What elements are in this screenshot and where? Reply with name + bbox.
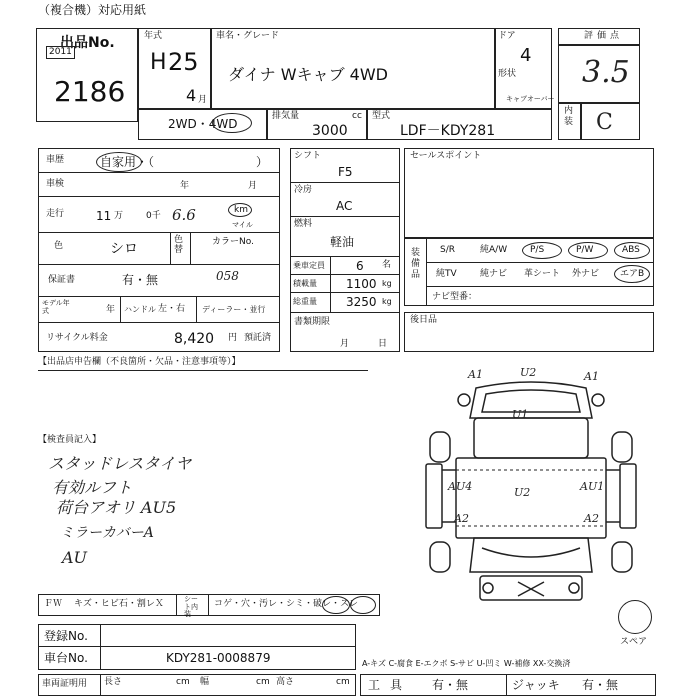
door-value: 4 <box>520 45 532 66</box>
interior-label: 内装 <box>564 106 574 127</box>
cert-length-unit: cm <box>176 677 190 687</box>
drive-selected-circle <box>212 113 252 133</box>
history-circle <box>96 152 142 172</box>
history-value: 自家用・（ <box>100 155 155 169</box>
recycle-note: 預託済 <box>244 333 272 343</box>
gross-value: 3250 <box>346 295 377 309</box>
displacement-value: 3000 <box>312 123 348 139</box>
note-line-3: 荷台アオリ AU5 <box>56 498 177 517</box>
damage-mark-a1-right: A1 <box>584 370 599 383</box>
note-line-2: 有効ルフト <box>52 478 133 497</box>
note-line-1: スタッドレスタイヤ <box>48 454 192 473</box>
form-title: （複合機）対応用紙 <box>38 3 147 17</box>
ac-label: 冷房 <box>294 185 313 195</box>
mileage-hand: 6.6 <box>172 206 196 224</box>
handle-value: 左・右 <box>158 304 186 314</box>
recycle-label: リサイクル料金 <box>46 333 108 343</box>
equip-leather[interactable]: 革シート <box>524 269 561 279</box>
model-year-label: モデル年式 <box>42 299 70 315</box>
cert-length: 長さ <box>104 677 123 687</box>
equip-pw-circle <box>568 242 608 259</box>
equip-airbag-circle <box>614 265 650 283</box>
fuel-value: 軽油 <box>330 235 355 249</box>
tools-label: 工具 <box>368 678 413 692</box>
cert-width: 幅 <box>200 677 210 687</box>
model-value: LDF－KDY281 <box>400 123 496 139</box>
color-no: 058 <box>216 269 239 283</box>
inspector-label: 【検査員記入】 <box>38 435 102 445</box>
navi-model-label: ナビ型番： <box>432 292 478 302</box>
damage-mark-a2-left: A2 <box>454 512 469 525</box>
inspection-month: 月 <box>248 181 258 191</box>
year-stamp: 2011 <box>46 46 75 59</box>
vehicle-diagram <box>416 366 646 626</box>
mileage-unit-mile: マイル <box>232 221 253 229</box>
capacity-unit: 名 <box>382 260 392 270</box>
month-value: 4 <box>186 86 197 105</box>
cert-height-unit: cm <box>336 677 350 687</box>
after-box <box>404 312 654 352</box>
mileage-10k: 11 <box>96 209 112 223</box>
sales-box <box>404 148 654 238</box>
shift-value: F5 <box>338 165 353 179</box>
damage-mark-a1-left: A1 <box>468 368 483 381</box>
shift-label: シフト <box>294 151 322 161</box>
cert-width-unit: cm <box>256 677 270 687</box>
docs-month: 月 <box>340 339 350 349</box>
displacement-unit: cc <box>352 111 362 121</box>
month-unit: 月 <box>198 95 208 105</box>
fuel-label: 燃料 <box>294 219 313 229</box>
color-label: 色 <box>54 241 64 251</box>
year-value: 25 <box>168 48 199 76</box>
shape-label: 形状 <box>498 69 517 79</box>
color-value: シロ <box>110 241 138 257</box>
capacity-label: 乗車定員 <box>293 261 325 270</box>
equip-abs-circle <box>614 242 650 259</box>
equip-navi[interactable]: 純ナビ <box>480 269 508 279</box>
jack-label: ジャッキ <box>512 678 560 692</box>
equip-ps[interactable]: P/S <box>530 245 545 255</box>
door-label: ドア <box>498 31 516 41</box>
warranty-label: 保証書 <box>48 275 76 285</box>
seat-items: コゲ・穴・汚レ・シミ・破レ・スレ <box>214 599 359 609</box>
sales-label: セールスポイント <box>410 151 482 161</box>
equip-pw[interactable]: P/W <box>576 245 594 255</box>
gross-label: 総重量 <box>293 297 317 306</box>
recycle-unit: 円 <box>228 333 238 343</box>
interior-grade: C <box>596 110 613 135</box>
seat-label: シート内装 <box>184 595 198 619</box>
jack-value: 有・無 <box>582 678 619 692</box>
equip-label: 装備品 <box>411 248 421 280</box>
damage-mark-u2-top: U2 <box>520 366 537 379</box>
ac-value: AC <box>336 199 353 213</box>
year-label: 年式 <box>144 31 163 41</box>
tools-value: 有・無 <box>432 678 469 692</box>
mileage-rest: 0千 <box>146 211 161 221</box>
note-line-5: AU <box>62 548 88 567</box>
year-era: H <box>150 50 167 75</box>
registration-label: 登録No. <box>44 629 88 643</box>
load-unit: kg <box>382 279 392 288</box>
vehicle-name: ダイナ Wキャブ 4WD <box>228 65 388 84</box>
equip-airbag[interactable]: エアB <box>620 269 645 279</box>
mileage-man: 万 <box>114 211 124 221</box>
equip-ext-navi[interactable]: 外ナビ <box>572 269 600 279</box>
model-year-year: 年 <box>106 305 116 315</box>
load-value: 1100 <box>346 277 377 291</box>
after-label: 後日品 <box>410 315 438 325</box>
model-label: 型式 <box>372 111 391 121</box>
seat-circle-tear <box>322 596 350 614</box>
equip-ps-circle <box>522 242 562 259</box>
note-line-4: ミラーカバーA <box>60 525 154 541</box>
recycle-value: 8,420 <box>174 331 215 347</box>
score-value: 3.5 <box>582 55 630 90</box>
mileage-label: 走行 <box>46 209 65 219</box>
chassis-value: KDY281-0008879 <box>166 651 271 665</box>
score-label: 評価点 <box>584 31 624 41</box>
damage-mark-au1: AU1 <box>580 480 605 493</box>
chassis-label: 車台No. <box>44 651 88 665</box>
displacement-label: 排気量 <box>272 111 300 121</box>
spare-tire-circle <box>618 600 652 634</box>
seller-notes-label: 【出品店申告欄（不良箇所・欠品・注意事項等）】 <box>38 357 241 367</box>
mileage-unit-km: km <box>234 205 248 215</box>
name-label: 車名・グレード <box>216 31 280 41</box>
cert-height: 高さ <box>276 677 295 687</box>
history-label: 車歴 <box>46 155 65 165</box>
shape-value: キャブオーバー <box>506 95 555 103</box>
capacity-value: 6 <box>356 259 364 273</box>
damage-mark-a2-right: A2 <box>584 512 599 525</box>
color-no-label: カラーNo. <box>212 237 254 247</box>
load-label: 積載量 <box>293 279 317 288</box>
seat-circle-wear <box>350 596 376 614</box>
handle-label: ハンドル <box>124 305 156 314</box>
inspection-year: 年 <box>180 181 190 191</box>
warranty-value: 有・無 <box>122 273 159 287</box>
inspection-label: 車検 <box>46 179 65 189</box>
equip-abs[interactable]: ABS <box>622 245 640 255</box>
damage-mark-au4: AU4 <box>448 480 473 493</box>
equip-aw[interactable]: 純A/W <box>480 245 508 255</box>
lot-number: 2186 <box>54 75 126 108</box>
color-change: 色替 <box>174 235 184 255</box>
damage-mark-u2-bed: U2 <box>514 486 531 499</box>
fw-items: キズ・ヒビ石・割レＸ <box>74 599 164 609</box>
lot-label: 出品No. <box>60 35 115 51</box>
fw-label: ＦＷ <box>44 599 63 609</box>
docs-day: 日 <box>378 339 388 349</box>
damage-legend: A-キズ C-腐食 E-エクボ S-サビ U-凹ミ W-補修 XX-交換済 <box>362 659 571 668</box>
dealer-label: ディーラー・並行 <box>202 305 266 314</box>
cert-label: 車両証明用 <box>42 679 88 689</box>
damage-mark-u1: U1 <box>512 408 529 421</box>
gross-unit: kg <box>382 297 392 306</box>
docs-label: 書類期限 <box>294 317 331 327</box>
drive-options: 2WD・4WD <box>168 117 238 131</box>
spare-label: スペア <box>620 637 648 647</box>
equip-tv[interactable]: 純TV <box>436 269 457 279</box>
equip-sr[interactable]: S/R <box>440 245 455 255</box>
